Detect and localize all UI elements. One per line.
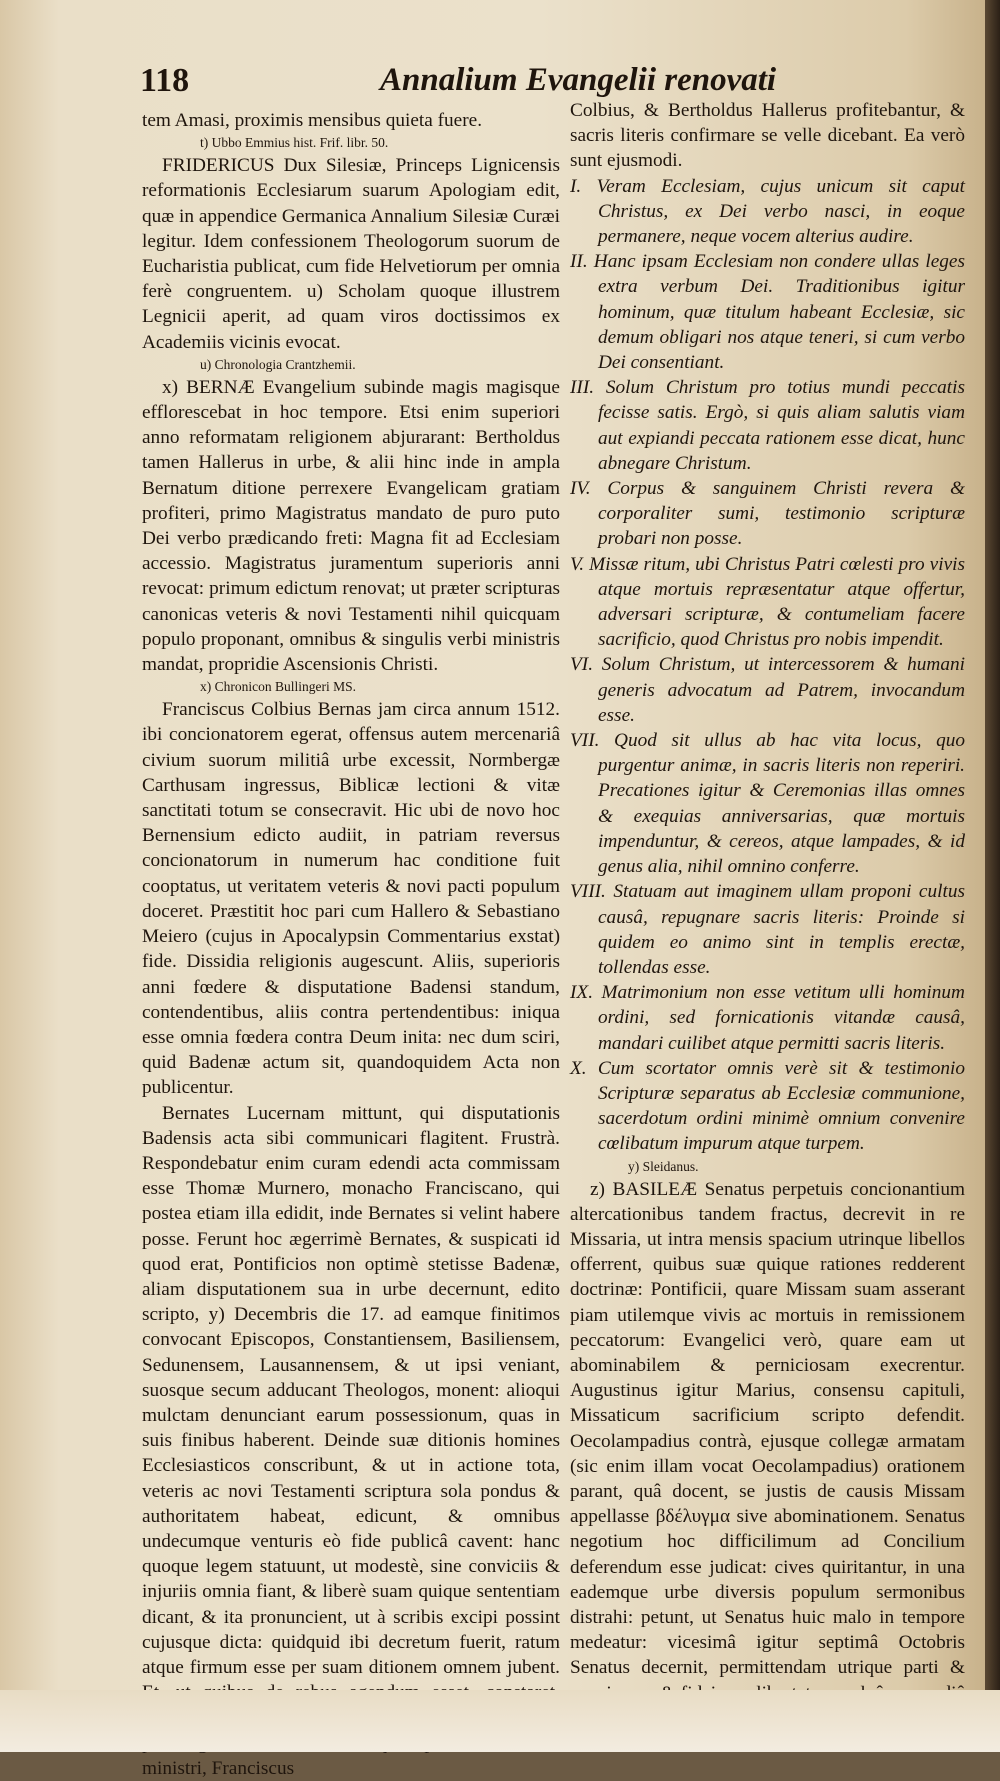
left-column [142, 108, 560, 1781]
paragraph: Bernates Lucernam mittunt, qui disputationis Badensis acta sibi communicari flagitent. Frustrà. Respondebatur enim curam edendi acta commissam esse Thomæ Murnero, monacho Franciscano, qui postea etiam illa edidit, inde Bernates si velint habere posse. Ferunt hoc ægerrimè Bernates, & suspicati id quod erat, Pontificios non optimè stetisse Badenæ, aliam disputationem sua in urbe decernunt, edito scripto, y) Decembris die 17. ad eamque finitimos convocant Episcopos, Constantiensem, Basiliensem, Sedunensem, Lausannensem, & ut ipsi veniant, suosque secum adducant Theologos, monent: alioqui mulctam denunciant earum possessionum, quas in suis finibus haberent. Deinde suæ ditionis homines Ecclesiasticos conscribunt, & ut in actione tota, veteris ac novi Testamenti scriptura sola pondus & authoritatem habeat, edicunt, & omnibus undecumque venturis eò fide publicâ cavent: hanc quoque legem statuunt, ut modestè, sine conviciis & injuriis omnia fiant, & liberè suam quique sententiam dicant, & ita pronuncient, ut à scribis excipi possint cujusque dicta: quidquid ibi decretum fuerit, ratum atque firmum esse per suam ditionem omnem jubent. ministri, Franciscus [142, 1102, 560, 1779]
thesis-text: Quod sit ullus ab hac vita locus, quo purgentur animæ, in sacris literis non reperiri. Precationes igitur & Ceremonias illas omnes & exequias anniversarias, quæ mortuis impenduntur, & cereos, atque lampades, & id genus alia, nihil omnino conferre. [598, 730, 965, 878]
paragraph: tem Amasi, proximis mensibus quieta fuere. [142, 110, 483, 131]
thesis-number: VII. [570, 730, 600, 752]
paragraph: Franciscus Colbius Bernas jam circa annum 1512. ibi concionatorem egerat, offensus autem mercenariâ civium suorum militiâ urbe excessit, Normbergæ Carthusam ingressus, Biblicæ lectioni & vitæ sanctitati totum se consecravit. Hic ubi de novo hoc Bernensium edicto audiit, in patriam reversus concionatorum in numerum hac conditione fuit cooptatus, ut veritatem veteris & novi pacti populum doceret. Præstitit hoc pari cum Hallero & Sebastiano Meiero (cujus in Apocalypsin Commentarius exstat) fide. Dissidia religionis augescunt. Aliis, superioris anni fœdere & disputatione Badensi standum, contendentibus, aliis contra pertendentibus: iniqua esse omnia fœdera contra Deum inita: nec dum sciri, quid Badenæ actum sit, quandoquidem Acta non publicentur. [142, 699, 560, 1099]
thesis-text: Statuam aut imaginem ullam proponi cultus causâ, repugnare sacris literis: Proinde si quidem eo animo sint in templis erectæ, tollendas esse. [598, 881, 965, 978]
thesis-text: Solum Christum, ut intercessorem & humani generis advocatum ad Patrem, invocandum esse. [598, 654, 965, 726]
thesis-text: Missæ ritum, ubi Christus Patri cœlesti pro vivis atque mortuis repræsentatur atque offertur, adversari scripturæ, & contumeliam facere sacrificio, quod Christus pro nobis impendit. [589, 553, 965, 651]
thesis-text: Solum Christum pro totius mundi peccatis fecisse satis. Ergò, si quis aliam salutis viam aut expiandi peccata rationem esse dicat, hunc abnegare Christum. [598, 377, 965, 474]
thesis-article [570, 249, 965, 375]
page-number: 118 [140, 62, 190, 99]
thesis-number: VIII. [570, 881, 606, 903]
thesis-article [570, 980, 965, 1056]
thesis-number: I. [570, 175, 582, 197]
page-bottom-margin [0, 1690, 1000, 1752]
page-edge-shadow [985, 0, 1000, 1690]
thesis-number: II. [570, 251, 588, 273]
thesis-number: IX. [570, 982, 594, 1004]
thesis-article [570, 1056, 965, 1157]
thesis-text: Matrimonium non esse vetitum ulli hominum ordini, sed fornicationis vitandæ causâ, mandari cuilibet atque permitti sacris literis. [598, 982, 965, 1054]
running-head: Annalium Evangelii renovati [380, 62, 777, 98]
paragraph: Colbius, & Bertholdus Hallerus profitebantur, & sacris literis confirmare se velle dicebant. Ea verò sunt ejusmodi. [570, 100, 965, 172]
footnote: t) Ubbo Emmius hist. Frif. libr. 50. [200, 135, 389, 151]
thesis-article [570, 174, 965, 250]
thesis-article [570, 728, 965, 879]
thesis-text: Cum scortator omnis verè sit & testimonio Scripturæ separatus ab Ecclesiæ communione, sacerdotum ordini minimè omnium convenire cœlibatum impurum atque turpem. [597, 1057, 965, 1155]
thesis-article [570, 652, 965, 728]
thesis-number: VI. [570, 654, 594, 676]
thesis-number: V. [570, 553, 585, 575]
thesis-article [570, 552, 965, 653]
thesis-number: X. [570, 1057, 587, 1079]
footnote: x) Chronicon Bullingeri MS. [200, 679, 356, 695]
paragraph: x) BERNÆ Evangelium subinde magis magisque efflorescebat in hoc tempore. Etsi enim superiori anno reformatam religionem abjurarant: Bertholdus tamen Hallerus in urbe, & alii hinc inde in ampla Bernatum ditione perrexere Evangelicam gratiam profiteri, primo Magistratus mandato de puro puto Dei verbo prædicando freti: Magna fit ad Ecclesiam accessio. Magistratus juramentum superioris anni revocat: primum edictum renovat; ut præter scripturas canonicas veteris & novi Testamenti nihil quicquam populo proponant, omnibus & singulis verbi ministris mandat, propridie Ascensionis Christi. [142, 376, 560, 676]
thesis-number: IV. [570, 478, 591, 500]
thesis-text: Veram Ecclesiam, cujus unicum sit caput Christus, ex Dei verbo nasci, in eoque permanere, neque vocem alterius audire. [596, 175, 966, 248]
thesis-article [570, 879, 965, 980]
thesis-article [570, 375, 965, 476]
thesis-article [570, 476, 965, 552]
thesis-text: Corpus & sanguinem Christi revera & corporaliter sumi, testimonio scripturæ probari non posse. [598, 478, 965, 550]
right-column [570, 98, 965, 1756]
paragraph: FRIDERICUS Dux Silesiæ, Princeps Lignicensis reformationis Ecclesiarum suarum Apologiam edit, quæ in appendice Germanica Annalium Silesiæ Curæi legitur. Idem confessionem Theologorum suorum de Eucharistia publicat, cum fide Helvetiorum per omnia ferè congruentem. u) Scholam quoque illustrem Legnicii aperit, ad quam viros doctissimos ex Academiis vicinis evocat. [142, 155, 560, 353]
thesis-text: Hanc ipsam Ecclesiam non condere ullas leges extra verbum Dei. Traditionibus igitur hominum, quæ titulum habeant Ecclesiæ, sic demum obligari nos atque teneri, si cum verbo Dei consentiant. [593, 251, 965, 374]
paragraph: z) BASILEÆ Senatus perpetuis concionantium altercationibus tandem fractus, decrevit in re Missaria, ut intra mensis spacium utrinque libellos offerrent, quibus suæ quique rationes redderent doctrinæ: Pontificii, quare Missam suam asserant piam utilemque vivis ac mortuis in remissionem peccatorum: Evangelici verò, quare eam ut abominabilem & perniciosam execrentur. Augustinus igitur Marius, consensu capituli, Missaticum sacrificium scripto defendit. Oecolampadius contrà, ejusque collegæ armatam (sic enim illam vocat Oecolampadius) orationem parant, quâ docent, se justis de causis Missam appellasse βδέλυγμα sive abominationem. Senatus negotium hoc difficilimum ad Concilium deferendum esse judicat: cives quiritantur, in una eademque urbe diversis populum sermonibus distrahi: petunt, ut Senatus huic malo in tempore medeatur: vicesimâ igitur septimâ Octobris Senatus decernit, permittendam utrique parti & [570, 1178, 965, 1679]
footnote: u) Chronologia Crantzhemii. [200, 356, 356, 372]
footnote: y) Sleidanus. [628, 1158, 699, 1174]
thesis-number: III. [570, 377, 595, 399]
